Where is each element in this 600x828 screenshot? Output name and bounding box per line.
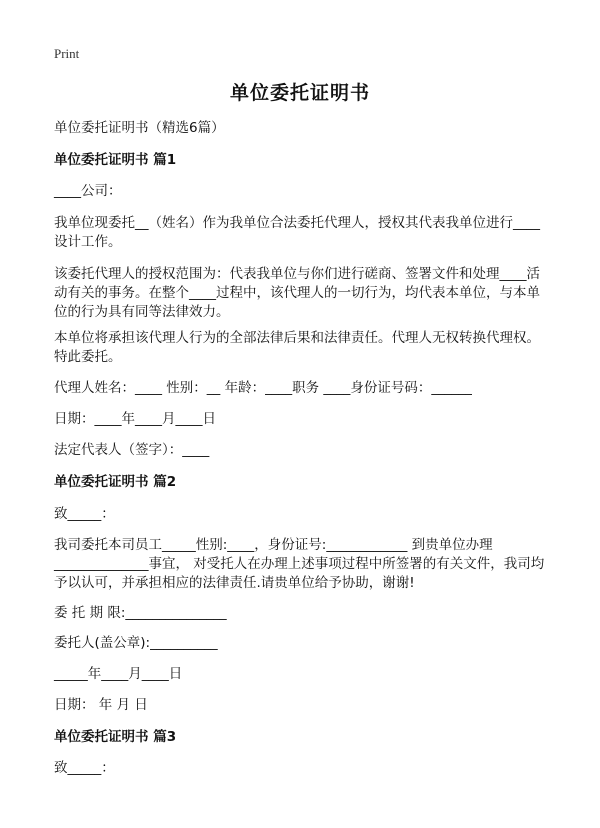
section2-date-label: 日期： 年 月 日 [54,697,148,713]
section2-principal: 委托人(盖公章):__________ [54,635,218,651]
section1-para2-line1: 该委托代理人的授权范围为：代表我单位与你们进行磋商、签署文件和处理____活 [54,266,540,282]
section1-para1-line2: 设计工作。 [54,234,122,250]
print-label: Print [54,46,80,61]
section2-to: 致_____： [54,506,115,522]
section1-para2-line2: 动有关的事务。在整个____过程中，该代理人的一切行为，均代表本单位，与本单 [54,285,540,301]
section1-para1-line1: 我单位现委托__（姓名）作为我单位合法委托代理人，授权其代表我单位进行____ [54,215,540,231]
section2-date-blank: _____年____月____日 [54,666,183,682]
intro-text: 单位委托证明书（精选6篇） [54,120,225,136]
section1-para3-line1: 本单位将承担该代理人行为的全部法律后果和法律责任。代理人无权转换代理权。 [54,330,540,346]
section2-period: 委 托 期 限:_______________ [54,605,227,621]
section1-para3-line2: 特此委托。 [54,349,122,365]
section1-para2-line3: 位的行为具有同等法律效力。 [54,304,230,320]
section2-heading: 单位委托证明书 篇2 [54,474,177,490]
section1-legal-rep: 法定代表人（签字）：____ [54,442,210,458]
document-title: 单位委托证明书 [229,82,370,104]
section2-para-line1: 我司委托本司员工_____性别:____，身份证号:____________ 到贵单位办理 [54,537,493,553]
section3-to: 致_____： [54,760,115,776]
section1-to-company: ____公司： [54,183,122,199]
section1-heading: 单位委托证明书 篇1 [54,152,177,168]
section3-heading: 单位委托证明书 篇3 [54,729,177,745]
section2-para-line3: 予以认可，并承担相应的法律责任.请贵单位给予协助，谢谢! [54,575,415,591]
section1-agent-info: 代理人姓名：____ 性别：__ 年龄：____职务 ____身份证号码：______ [54,380,472,396]
section1-date: 日期：____年____月____日 [54,411,216,427]
section2-para-line2: ______________事宜， 对受托人在办理上述事项过程中所签署的有关文件，我司均 [54,556,545,572]
